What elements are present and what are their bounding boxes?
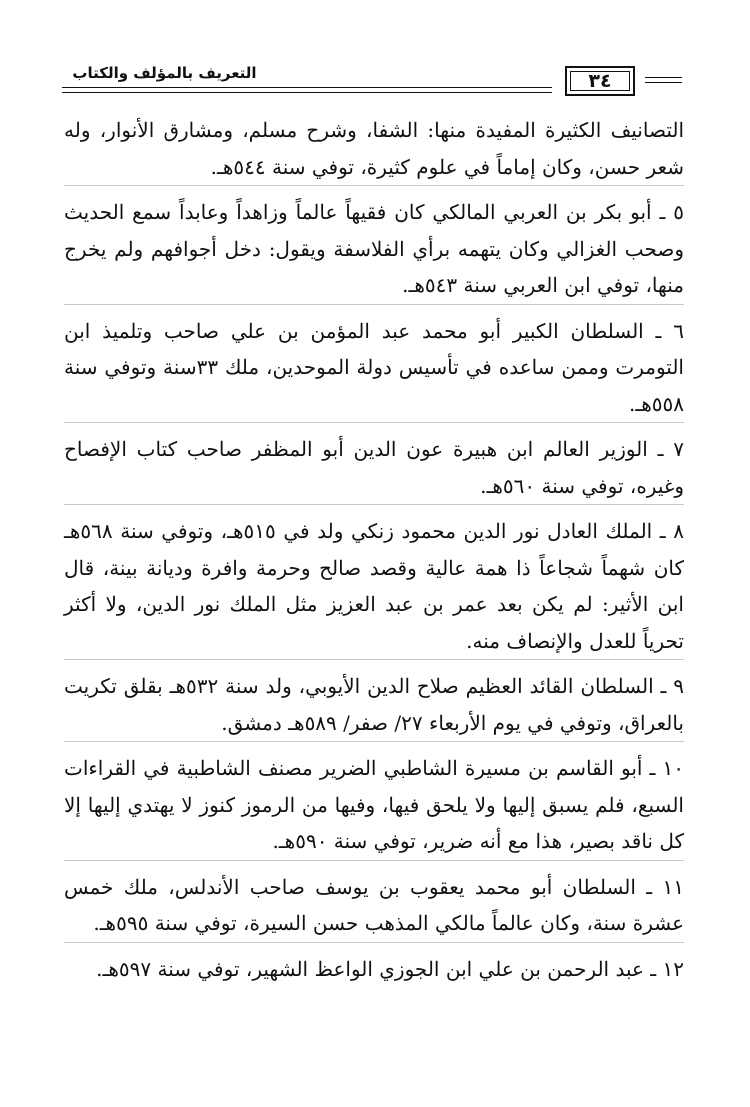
paragraph-text: ٧ ـ الوزير العالم ابن هبيرة عون الدين أبو المظفر صاحب كتاب الإفصاح وغيره، توفي سنة ٥٦٠هـ. xyxy=(64,437,684,498)
paragraph-text: ٥ ـ أبو بكر بن العربي المالكي كان فقيهاً عالماً وزاهداً وعابداً سمع الحديث وصحب الغزالي وكان يتهمه برأي الفلاسفة ويقول: دخل أجوافهم ولم يخرج منها، توفي ابن العربي سنة ٥٤٣هـ. xyxy=(64,200,684,297)
page-number-frame xyxy=(565,66,635,96)
paragraph-entry-9 xyxy=(64,668,684,742)
paragraph-text: ١٠ ـ أبو القاسم بن مسيرة الشاطبي الضرير مصنف الشاطبية في القراءات السبع، فلم يسبق إليها ولا يلحق فيها، وفيها من الرموز كنوز لا يهتدي إليها إلا كل ناقد بصير، هذا مع أنه ضرير، توفي سنة ٥٩٠هـ. xyxy=(64,756,684,853)
paragraph-entry-5 xyxy=(64,194,684,305)
running-title: التعريف بالمؤلف والكتاب xyxy=(72,64,257,82)
page-number: ٣٤ xyxy=(588,70,612,92)
paragraph-text: ١١ ـ السلطان أبو محمد يعقوب بن يوسف صاحب الأندلس، ملك خمس عشرة سنة، وكان عالماً مالكي المذهب حسن السيرة، توفي سنة ٥٩٥هـ. xyxy=(64,874,684,935)
paragraph-text: التصانيف الكثيرة المفيدة منها: الشفا، وشرح مسلم، ومشارق الأنوار، وله شعر حسن، وكان إماماً في علوم كثيرة، توفي سنة ٥٤٤هـ. xyxy=(64,118,684,179)
paragraph-text: ١٢ ـ عبد الرحمن بن علي ابن الجوزي الواعظ الشهير، توفي سنة ٥٩٧هـ. xyxy=(96,956,684,981)
paragraph-text: ٦ ـ السلطان الكبير أبو محمد عبد المؤمن بن علي صاحب وتلميذ ابن التومرت وممن ساعده في تأسيس دولة الموحدين، ملك ٣٣سنة وتوفي سنة ٥٥٨هـ. xyxy=(64,318,684,416)
page-body xyxy=(64,112,684,995)
paragraph-entry-8 xyxy=(64,513,684,660)
paragraph-text: ٩ ـ السلطان القائد العظيم صلاح الدين الأيوبي، ولد سنة ٥٣٢هـ بقلق تكريت بالعراق، وتوفي في يوم الأربعاء ٢٧/ صفر/ ٥٨٩هـ دمشق. xyxy=(64,674,684,735)
paragraph-entry-12 xyxy=(64,951,684,988)
paragraph-entry-6 xyxy=(64,313,684,424)
paragraph-continuation xyxy=(64,112,684,186)
header-rule-long xyxy=(62,87,552,93)
paragraph-entry-7 xyxy=(64,431,684,505)
paragraph-text: ٨ ـ الملك العادل نور الدين محمود زنكي ولد في ٥١٥هـ، وتوفي سنة ٥٦٨هـ كان شهماً شجاعاً ذا همة عالية وقصد صالح وحرمة وافرة وديانة بينة، قال ابن الأثير: لم يكن بعد عمر بن عبد العزيز مثل الملك نور الدين، ولا أكثر تحرياً للعدل والإنصاف منه. xyxy=(64,519,684,653)
paragraph-entry-11 xyxy=(64,869,684,943)
paragraph-entry-10 xyxy=(64,750,684,861)
header-rule-short xyxy=(645,77,682,83)
page-header xyxy=(62,62,682,102)
